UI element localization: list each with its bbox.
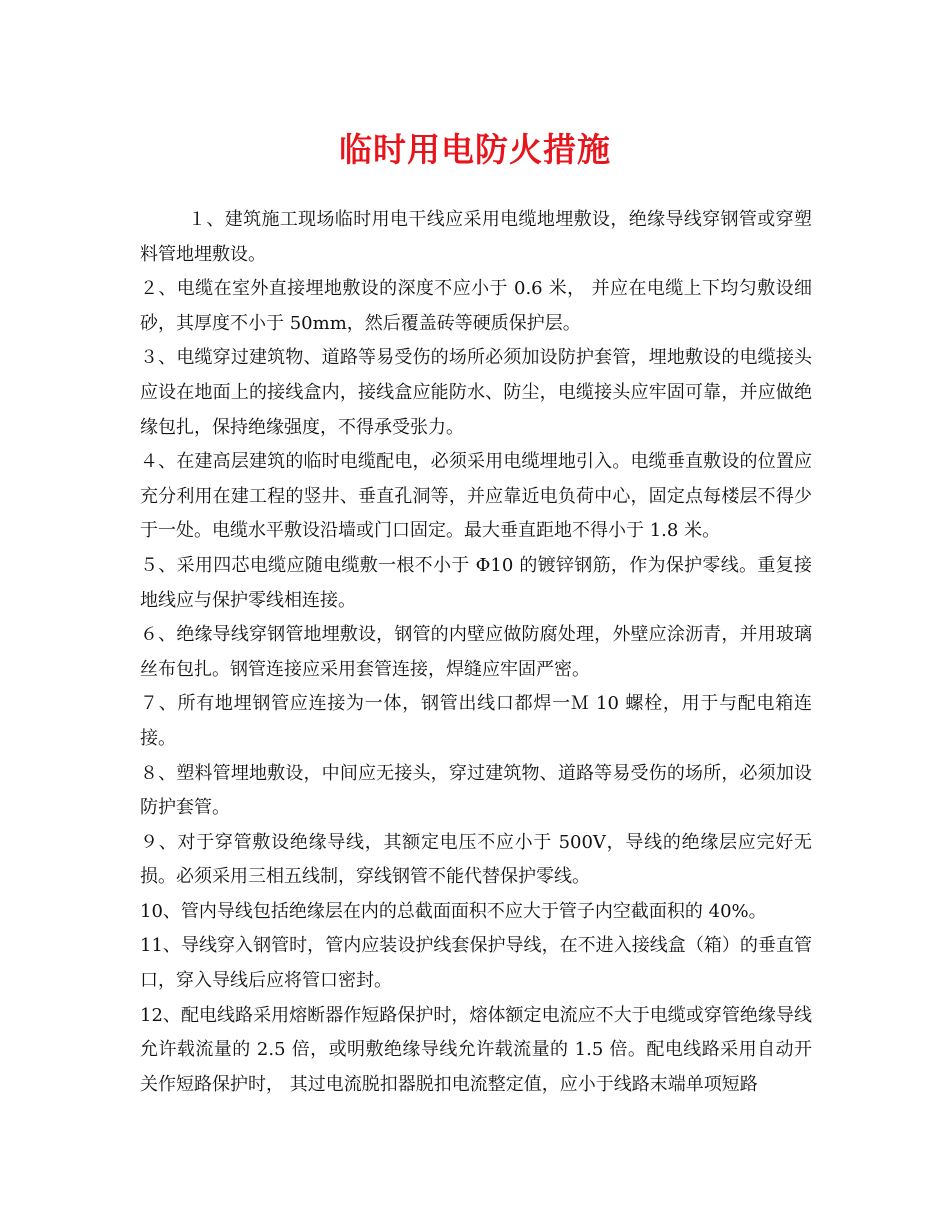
paragraph-2: ２、电缆在室外直接埋地敷设的深度不应小于 0.6 米， 并应在电缆上下均匀敷设细砂，其厚度不小于 50mm，然后覆盖砖等硬质保护层。 (140, 278, 812, 334)
paragraph-7: ７、所有地埋钢管应连接为一体，钢管出线口都焊一Ｍ 10 螺栓，用于与配电箱连接。 (140, 693, 812, 749)
paragraph-6: ６、绝缘导线穿钢管地埋敷设，钢管的内壁应做防腐处理，外壁应涂沥青，并用玻璃丝布包扎。钢管连接应采用套管连接，焊缝应牢固严密。 (140, 624, 812, 680)
paragraph-3: ３、电缆穿过建筑物、道路等易受伤的场所必须加设防护套管，埋地敷设的电缆接头应设在地面上的接线盒内，接线盒应能防水、防尘，电缆接头应牢固可靠，并应做绝缘包扎，保持绝缘强度，不得承受张力。 (140, 347, 812, 438)
paragraph-11: 11、导线穿入钢管时，管内应装设护线套保护导线，在不进入接线盒（箱）的垂直管口，穿入导线后应将管口密封。 (140, 935, 812, 992)
paragraph-9: ９、对于穿管敷设绝缘导线，其额定电压不应小于 500V，导线的绝缘层应完好无损。必须采用三相五线制，穿线钢管不能代替保护零线。 (140, 831, 812, 888)
paragraph-5: ５、采用四芯电缆应随电缆敷一根不小于 Φ10 的镀锌钢筋，作为保护零线。重复接地线应与保护零线相连接。 (140, 554, 812, 611)
document-body (140, 203, 812, 1102)
paragraph-8: ８、塑料管埋地敷设，中间应无接头，穿过建筑物、道路等易受伤的场所，必须加设防护套管。 (140, 762, 812, 819)
paragraph-10: 10、管内导线包括绝缘层在内的总截面面积不应大于管子内空截面积的 40%。 (140, 900, 767, 922)
paragraph-12: 12、配电线路采用熔断器作短路保护时，熔体额定电流应不大于电缆或穿管绝缘导线允许载流量的 2.5 倍，或明敷绝缘导线允许载流量的 1.5 倍。配电线路采用自动开关作短路保护时， 其过电流脱扣器脱扣电流整定值，应小于线路末端单项短路 (140, 1004, 812, 1095)
paragraph-1: １、建筑施工现场临时用电干线应采用电缆地埋敷设，绝缘导线穿钢管或穿塑料管地埋敷设。 (140, 209, 812, 265)
paragraph-4: ４、在建高层建筑的临时电缆配电，必须采用电缆埋地引入。电缆垂直敷设的位置应充分利用在建工程的竖井、垂直孔洞等，并应靠近电负荷中心，固定点每楼层不得少于一处。电缆水平敷设沿墙或门口固定。最大垂直距地不得小于 1.8 米。 (140, 451, 812, 542)
page-title: 临时用电防火措施 (339, 130, 611, 169)
